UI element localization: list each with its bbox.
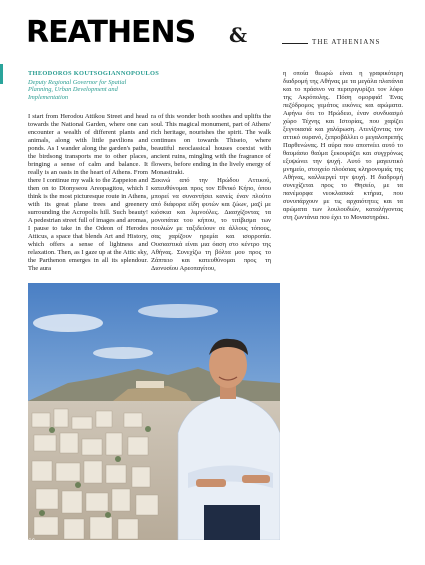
- page-number: 66: [28, 538, 36, 545]
- article-column-1: I start from Herodou Attikou Street and head towards the National Garden, where one can encounter a wealth of different plants and animals, along with little pavilions and ponds. As I wander along the garden's paths, the birdsong transports me to other places, bringing a sense of calm and balance. It really is an oasis in the heart of Athens. From there I continue my walk to the Zappeion and then on to Dionyseou Areopagitou, which I think is the most picturesque route in Athens, with its great plane trees and greenery surrounding the Acropolis hill. Such beauty! A pedestrian street full of images and aromas, I pause to take in the Odeon of Herodes Atticus, a space that blends Art and History, which offers a sense of lightness and relaxation. Then, as I gaze up at the Attic sky, the Parthenon emerges in all its splendour. The aura: [28, 113, 148, 272]
- article-column-2: [151, 113, 271, 273]
- section-tag: THE ATHENIANS: [312, 38, 381, 46]
- column-2-greek: Ξεκινώ από την Ηρώδου Αττικού, κατευθύνομαι προς τον Εθνικό Κήπο, όπου μπορεί να συναντήσει κανείς έναν πλούτο από διάφορα είδη φυτών και ζώων, μαζί με κιόσκια και λιμνούλες. Διασχίζοντας τα μονοπάτια του κήπου, το τιτίβισμα των πουλιών με ταξιδεύουν σε άλλους τόπους, σας χαρίζουν ηρεμία και ισορροπία. Ουσιαστικά είναι μια όαση στο κέντρο της Αθήνας. Συνεχίζω τη βόλτα μου προς το Ζάππειο και κατευθύνομαι προς τη Διονυσίου Αρεοπαγίτου,: [151, 177, 271, 272]
- athens-photo-graphic: [28, 283, 280, 540]
- portrait-photo: [28, 283, 280, 540]
- article-column-3: η οποία θεωρώ είναι η γραφικότερη διαδρομή της Αθήνας με τα μεγάλα πλατάνια και το πράσινο να περιτριγυρίζει τον λόφο της Ακρόπολης. Πόση ομορφιά! Ένας πεζόδρομος γεμάτος εικόνες και αρώματα. Αφήνω ότι το Ηρώδειο, έναν συνδυασμό χώρο Τέχνης και Ιστορίας, που χαρίζει ξεγνοιασιά και χαλάρωση. Ατενίζοντας τον αττικό ουρανό, ξεπροβάλλει ο μεγαλοπρεπής Παρθενώνας. Η αύρα που αποπνέει αυτό το θαυμάσιο θαύμα ξεκουράζει και συγχρόνως εξυψώνει την ψυχή. Αυτό το μαγευτικό μνημείο, στοιχείο πλούσιας κληρονομιάς της Αθήνας, καλλιεργεί την ψυχή. Η διαδρομή συνεχίζεται προς το Θησείο, με τα πανέμορφα νεοκλασικά κτήρια, που συνυπάρχουν με τις αρχαιότητες και τα αρώματα των λουλουδιών, καταλήγοντας στη ζωντάνια που έχει το Μοναστηράκι.: [283, 70, 403, 221]
- ampersand-mark: &: [229, 23, 248, 47]
- byline-role: Deputy Regional Governor for Spatial Planning, Urban Development and Implementation: [28, 79, 127, 101]
- column-2-english: ra of this wonder both soothes and uplifts the soul. This magical monument, part of Athens' rich heritage, nourishes the spirit. The walk continues on towards Thiseio, where beautiful neoclassical houses coexist with ancient ruins, mingling with the fragrance of flowers, before ending in the lively energy of Monastiraki.: [151, 113, 271, 176]
- header-rule: [282, 43, 308, 44]
- accent-bar: [0, 64, 3, 84]
- masthead-title: REATHENS: [26, 15, 196, 50]
- byline-name: THEODOROS KOUTSOGIANNOPOULOS: [28, 70, 160, 77]
